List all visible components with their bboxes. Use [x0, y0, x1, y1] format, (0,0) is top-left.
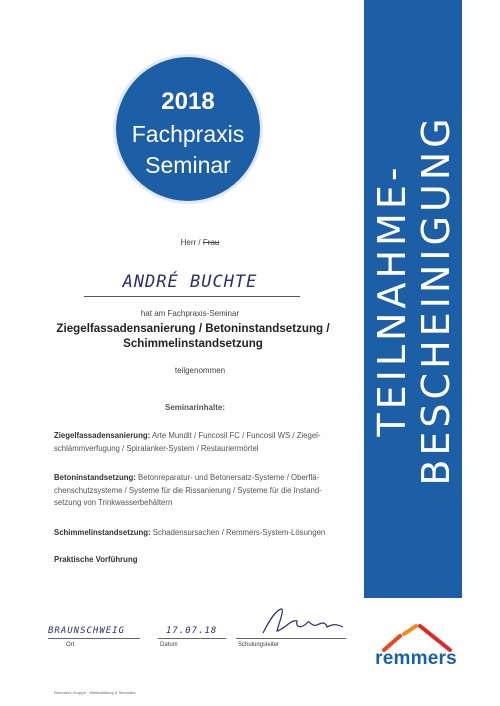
- place-line: [48, 638, 140, 639]
- content-item-label: Schimmelinstandsetzung:: [54, 528, 151, 537]
- salutation-herr: Herr /: [180, 238, 201, 247]
- place-value: BRAUNSCHWEIG: [48, 626, 126, 636]
- banner-title-line2: BESCHEINIGUNG: [414, 114, 458, 486]
- date-line: [158, 638, 226, 639]
- logo-wordmark: remmers: [375, 648, 457, 669]
- content-item-text: setzung von Trinkwasserbehältern: [54, 498, 173, 508]
- seminar-title-line1: Ziegelfassadensanierung / Betoninstandsetzung /: [56, 322, 330, 335]
- seminar-title-line2: Schimmelinstandsetzung: [123, 337, 263, 350]
- salutation-frau: Frau: [202, 238, 220, 247]
- date-label: Datum: [160, 642, 178, 648]
- badge-line1: Fachpraxis: [131, 121, 245, 147]
- content-item: [54, 527, 354, 540]
- contents-heading: Seminarinhalte:: [164, 403, 225, 412]
- practical-demo-label: Praktische Vorführung: [54, 555, 138, 564]
- instructor-label: Schulungsleiter: [238, 642, 280, 648]
- content-item: [54, 430, 354, 455]
- badge-year: 2018: [161, 88, 215, 115]
- instructor-signature: [255, 605, 355, 639]
- content-item-label: Ziegelfassadensanierung:: [54, 431, 151, 440]
- content-item-text: Arte Mundit / Funcosil FC / Funcosil WS / Ziegel-: [151, 431, 321, 440]
- seminar-title: [48, 321, 338, 351]
- place-label: Ort: [66, 642, 75, 648]
- content-item-text: Schadensursachen / Remmers-System-Lösungen: [152, 528, 326, 537]
- salutation: [140, 238, 260, 247]
- instructor-line: [236, 638, 346, 639]
- seminar-badge: [116, 57, 260, 201]
- content-item-label: Betoninstandsetzung:: [54, 473, 136, 482]
- banner-title: [370, 20, 458, 580]
- badge-line2: Seminar: [145, 152, 231, 178]
- date-value: 17.07.18: [166, 626, 218, 636]
- footer-text: Remmers Gruppe · Weiterbildung & Seminare: [54, 690, 136, 695]
- seminar-intro: hat am Fachpraxis-Seminar: [140, 309, 240, 318]
- banner-title-line1: TEILNAHME-: [370, 163, 414, 437]
- participated-text: teilgenommen: [174, 366, 226, 375]
- content-item-text: schlämmverfugung / Spiralanker-System / Restauriermörtel: [54, 443, 259, 453]
- content-item-text: chenschutzsysteme / Systeme für die Rissanierung / Systeme für die Instand-: [54, 485, 322, 495]
- participant-name: ANDRÉ BUCHTE: [122, 272, 258, 292]
- name-underline: [84, 296, 300, 297]
- practical-demo: [54, 554, 354, 567]
- content-item-text: Betonreparatur- und Betonersatz-Systeme / Oberflä-: [138, 473, 320, 482]
- content-item: [54, 472, 354, 510]
